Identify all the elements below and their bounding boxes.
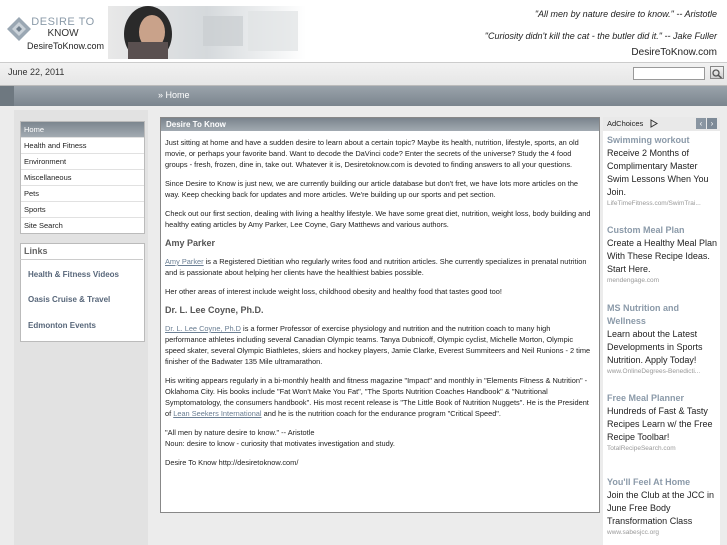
- header-banner-image: [108, 6, 306, 59]
- ad-url[interactable]: TotalRecipeSearch.com: [607, 445, 676, 452]
- sidebar-item-health-and-fitness[interactable]: Health and Fitness: [21, 138, 144, 154]
- ad-item[interactable]: [607, 224, 719, 286]
- ad-prev-button[interactable]: ‹: [696, 118, 706, 129]
- heading-amy-parker: Amy Parker: [165, 238, 216, 248]
- link-health-fitness-videos[interactable]: Health & Fitness Videos: [28, 270, 119, 279]
- sidebar-item-pets[interactable]: Pets: [21, 186, 144, 202]
- nav-band: [0, 86, 727, 106]
- ad-text[interactable]: Join the Club at the JCC in June Free Body Transformation Class: [607, 490, 715, 526]
- nav-band-edge: [0, 86, 14, 106]
- ad-url[interactable]: mendengage.com: [607, 277, 660, 284]
- lee-coyne-link[interactable]: Dr. L. Lee Coyne, Ph.D: [165, 324, 241, 333]
- ad-title[interactable]: Free Meal Planner: [607, 393, 685, 403]
- ad-text[interactable]: Learn about the Latest Developments in Sports Nutrition. Apply Today!: [607, 329, 703, 365]
- header-site-url: DesireToKnow.com: [631, 47, 717, 58]
- lee-paragraph-2a: His writing appears regularly in a bi-monthly health and fitness magazine "Impact" and monthly in "Elements Fitness & Nutrition" - Oklahoma City. His books include "Fat Won't Make You Fat", "The Sports Nutrition Coaches Handbook" & "Nutritional Symptomatology, the consumers handbook". His most recent release is "The Little Book of Nutrition Nuggets". He is the President of: [165, 376, 589, 418]
- adchoices-icon[interactable]: [650, 119, 658, 128]
- logo-line-1: DESIRE TO: [31, 16, 95, 28]
- ad-item[interactable]: [607, 476, 719, 538]
- lean-seekers-link[interactable]: Lean Seekers International: [173, 409, 262, 418]
- link-edmonton-events[interactable]: Edmonton Events: [28, 321, 97, 330]
- content-title: Desire To Know: [161, 118, 600, 131]
- ad-title[interactable]: Swimming workout: [607, 135, 690, 145]
- amy-paragraph-1-text: is a Registered Dietitian who regularly writes food and nutrition articles. She currently specializes in prenatal nutrition and is passionate about helping her clients have the healthiest babies possible.: [165, 257, 587, 277]
- ad-text[interactable]: Receive 2 Months of Complimentary Master Swim Lessons When You Join.: [607, 148, 709, 197]
- heading-lee-coyne: Dr. L. Lee Coyne, Ph.D.: [165, 305, 264, 315]
- ad-url[interactable]: www.sabesjcc.org: [607, 529, 660, 536]
- quote-aristotle: "All men by nature desire to know." -- Aristotle: [534, 9, 717, 19]
- link-oasis-cruise-travel[interactable]: Oasis Cruise & Travel: [28, 295, 111, 304]
- ad-title[interactable]: Custom Meal Plan: [607, 225, 685, 235]
- breadcrumb[interactable]: » Home: [158, 90, 190, 100]
- sidebar-item-site-search[interactable]: Site Search: [21, 218, 144, 233]
- amy-paragraph-2: Her other areas of interest include weight loss, childhood obesity and healthy food that tastes good too!: [165, 287, 502, 296]
- ad-url[interactable]: LifeTimeFitness.com/SwimTrai...: [607, 200, 701, 207]
- intro-paragraph-3: Check out our first section, dealing with living a healthy lifestyle. We have some great diet, nutrition, weight loss, body building and healthy eating articles by Amy Parker, Lee Coyne, Gary Matthews and various authors.: [165, 209, 591, 229]
- ad-item[interactable]: [607, 134, 719, 209]
- sidebar-item-environment[interactable]: Environment: [21, 154, 144, 170]
- ad-text[interactable]: Hundreds of Fast & Tasty Recipes Learn w/ the Free Recipe Toolbar!: [607, 406, 713, 442]
- ad-title[interactable]: You'll Feel At Home: [607, 477, 691, 487]
- header-quotes: [297, 8, 717, 52]
- sidebar-item-home[interactable]: Home: [21, 122, 144, 138]
- lee-paragraph-1-text: is a former Professor of exercise physiology and nutrition and the nutrition coach to many high performance athletes including several Canadian Olympic teams. Tanya Dubnicoff, Olympic cyclist, Michelle Morton, Olympic speed skater, several Olympic Biathletes, skiers and hockey players, Jamie Clarke, Everest Summiteers and Neil Runions - 2 time finisher of the Badwater 135 Mile ultramarathon.: [165, 324, 591, 366]
- quote-fuller: "Curiosity didn't kill the cat - the butler did it." -- Jake Fuller: [484, 31, 717, 41]
- content-footer: Desire To Know http://desiretoknow.com/: [165, 458, 299, 467]
- lee-paragraph-2: [165, 375, 591, 419]
- lee-paragraph-1: [165, 323, 591, 367]
- current-date: June 22, 2011: [8, 67, 65, 77]
- quote-line: "All men by nature desire to know." -- Aristotle: [165, 428, 315, 437]
- intro-paragraph-1: Just sitting at home and have a sudden desire to learn about a certain topic? Maybe its health, nutrition, lifestyle, sports, an old movie, or perhaps your favorite band. Want to decode the DaVinci code? Enter the secrets of the universe? Study the 4 food groups - fresh, frozen, dine in, take out. Whatever it is, Desiretoknow.com is devoted to finding answers to all your questions.: [165, 138, 579, 169]
- search-input[interactable]: [633, 67, 705, 80]
- search-icon: [711, 68, 723, 79]
- definition-line: Noun: desire to know - curiosity that motivates investigation and study.: [165, 439, 395, 448]
- ad-url[interactable]: www.OnlineDegrees-Benedicti...: [607, 368, 701, 375]
- sidebar-item-miscellaneous[interactable]: Miscellaneous: [21, 170, 144, 186]
- adchoices-label[interactable]: AdChoices: [607, 119, 644, 128]
- ad-item[interactable]: [607, 302, 719, 377]
- search-button[interactable]: [710, 66, 724, 79]
- lee-paragraph-2b: and he is the nutrition coach for the endurance program "Critical Speed".: [261, 409, 501, 418]
- ad-text[interactable]: Create a Healthy Meal Plan With These Recipe Ideas. Start Here.: [607, 238, 718, 274]
- logo-line-3: DesireToKnow.com: [27, 41, 105, 51]
- ad-item[interactable]: [607, 392, 719, 454]
- amy-paragraph-1: [165, 256, 591, 278]
- ad-next-button[interactable]: ›: [707, 118, 717, 129]
- site-logo[interactable]: [27, 16, 105, 52]
- links-divider: [20, 259, 143, 260]
- intro-paragraph-2: Since Desire to Know is just new, we are currently building our article database but don't fret, we have lots more articles on the way. Keep checking back for updates and more articles. We're building up our sports and pet section.: [165, 179, 579, 199]
- amy-parker-link[interactable]: Amy Parker: [165, 257, 204, 266]
- date-bar: [0, 62, 727, 86]
- main-content: [160, 117, 600, 513]
- sidebar-item-sports[interactable]: Sports: [21, 202, 144, 218]
- links-title: Links: [24, 246, 48, 256]
- logo-line-2: KNOW: [47, 28, 79, 39]
- sidebar-menu: [20, 121, 145, 234]
- content-body: [165, 137, 591, 476]
- ad-title[interactable]: MS Nutrition and Wellness: [607, 303, 679, 326]
